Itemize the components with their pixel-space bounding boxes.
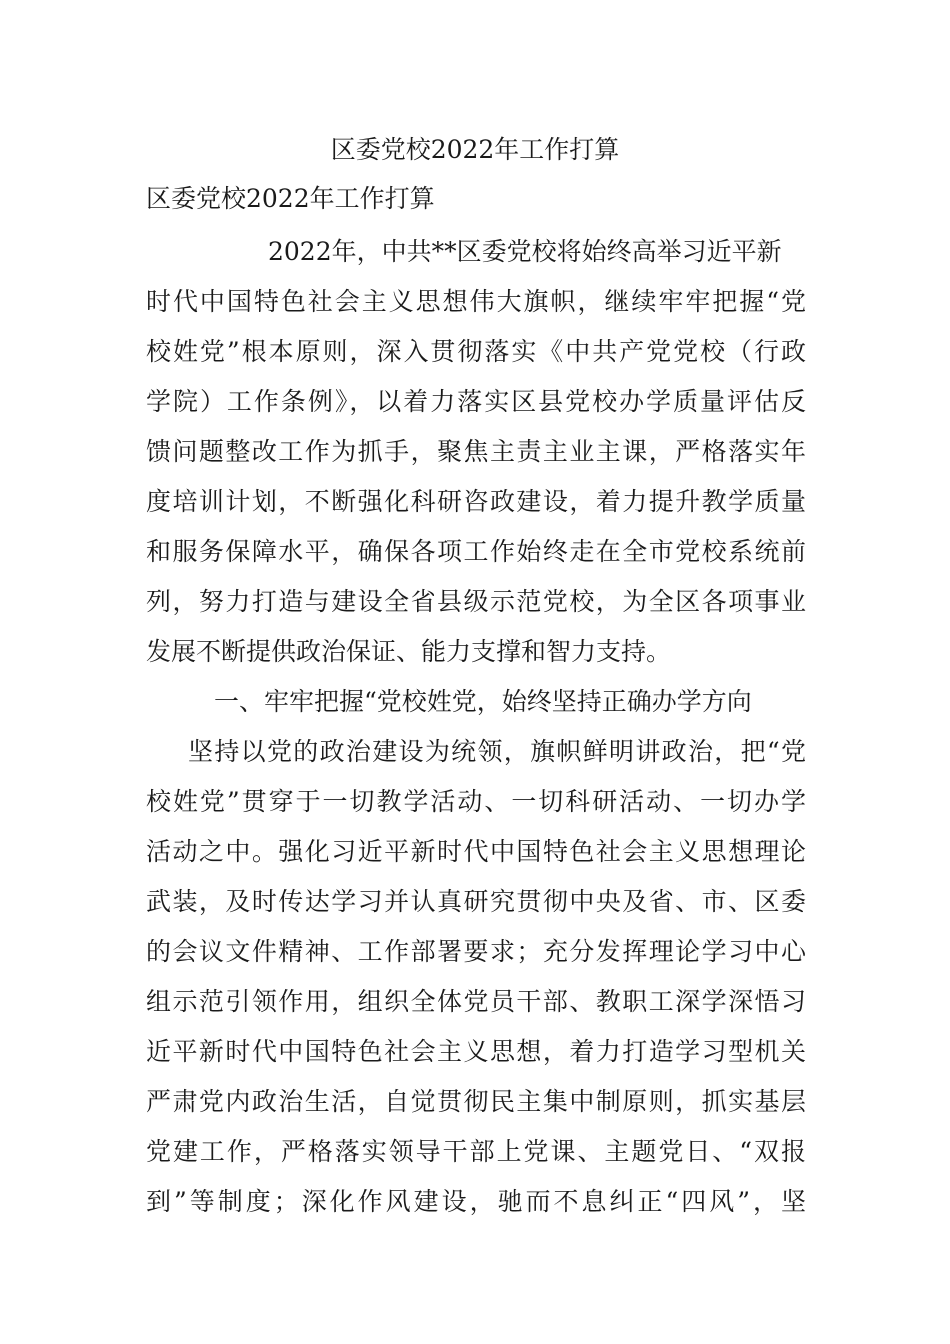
- paragraph-line: 的会议文件精神、工作部署要求；充分发挥理论学习中心: [146, 937, 806, 966]
- paragraph-line: 2022年，中共**区委党校将始终高举习近平新: [268, 237, 782, 266]
- paragraph-line: 和服务保障水平，确保各项工作始终走在全市党校系统前: [146, 537, 806, 566]
- paragraph-line: 学院）工作条例》，以着力落实区县党校办学质量评估反: [146, 387, 806, 416]
- paragraph-line: 组示范引领作用，组织全体党员干部、教职工深学深悟习: [146, 987, 806, 1016]
- paragraph-line: 近平新时代中国特色社会主义思想，着力打造学习型机关: [146, 1037, 806, 1066]
- paragraph-line: 党建工作，严格落实领导干部上党课、主题党日、“双报: [146, 1137, 806, 1166]
- paragraph-line: 时代中国特色社会主义思想伟大旗帜，继续牢牢把握“党: [146, 287, 806, 316]
- paragraph-line: 活动之中。强化习近平新时代中国特色社会主义思想理论: [146, 837, 806, 866]
- paragraph-line: 馈问题整改工作为抓手，聚焦主责主业主课，严格落实年: [146, 437, 806, 466]
- paragraph-line: 武装，及时传达学习并认真研究贯彻中央及省、市、区委: [146, 887, 806, 916]
- section-heading: 一、牢牢把握“党校姓党，始终坚持正确办学方向: [214, 687, 752, 716]
- paragraph-line: 列，努力打造与建设全省县级示范党校，为全区各项事业: [146, 587, 806, 616]
- paragraph-line: 度培训计划，不断强化科研咨政建设，着力提升教学质量: [146, 487, 806, 516]
- document-title: 区委党校2022年工作打算: [330, 135, 620, 164]
- document-subtitle: 区委党校2022年工作打算: [146, 184, 435, 213]
- paragraph-line: 校姓党”贯穿于一切教学活动、一切科研活动、一切办学: [146, 787, 806, 816]
- paragraph-line: 严肃党内政治生活，自觉贯彻民主集中制原则，抓实基层: [146, 1087, 806, 1116]
- paragraph-line: 到”等制度；深化作风建设，驰而不息纠正“四风”，坚: [146, 1187, 806, 1216]
- paragraph-line: 坚持以党的政治建设为统领，旗帜鲜明讲政治，把“党: [188, 737, 806, 766]
- paragraph-line: 发展不断提供政治保证、能力支撑和智力支持。: [146, 637, 672, 666]
- paragraph-line: 校姓党”根本原则，深入贯彻落实《中共产党党校（行政: [146, 337, 806, 366]
